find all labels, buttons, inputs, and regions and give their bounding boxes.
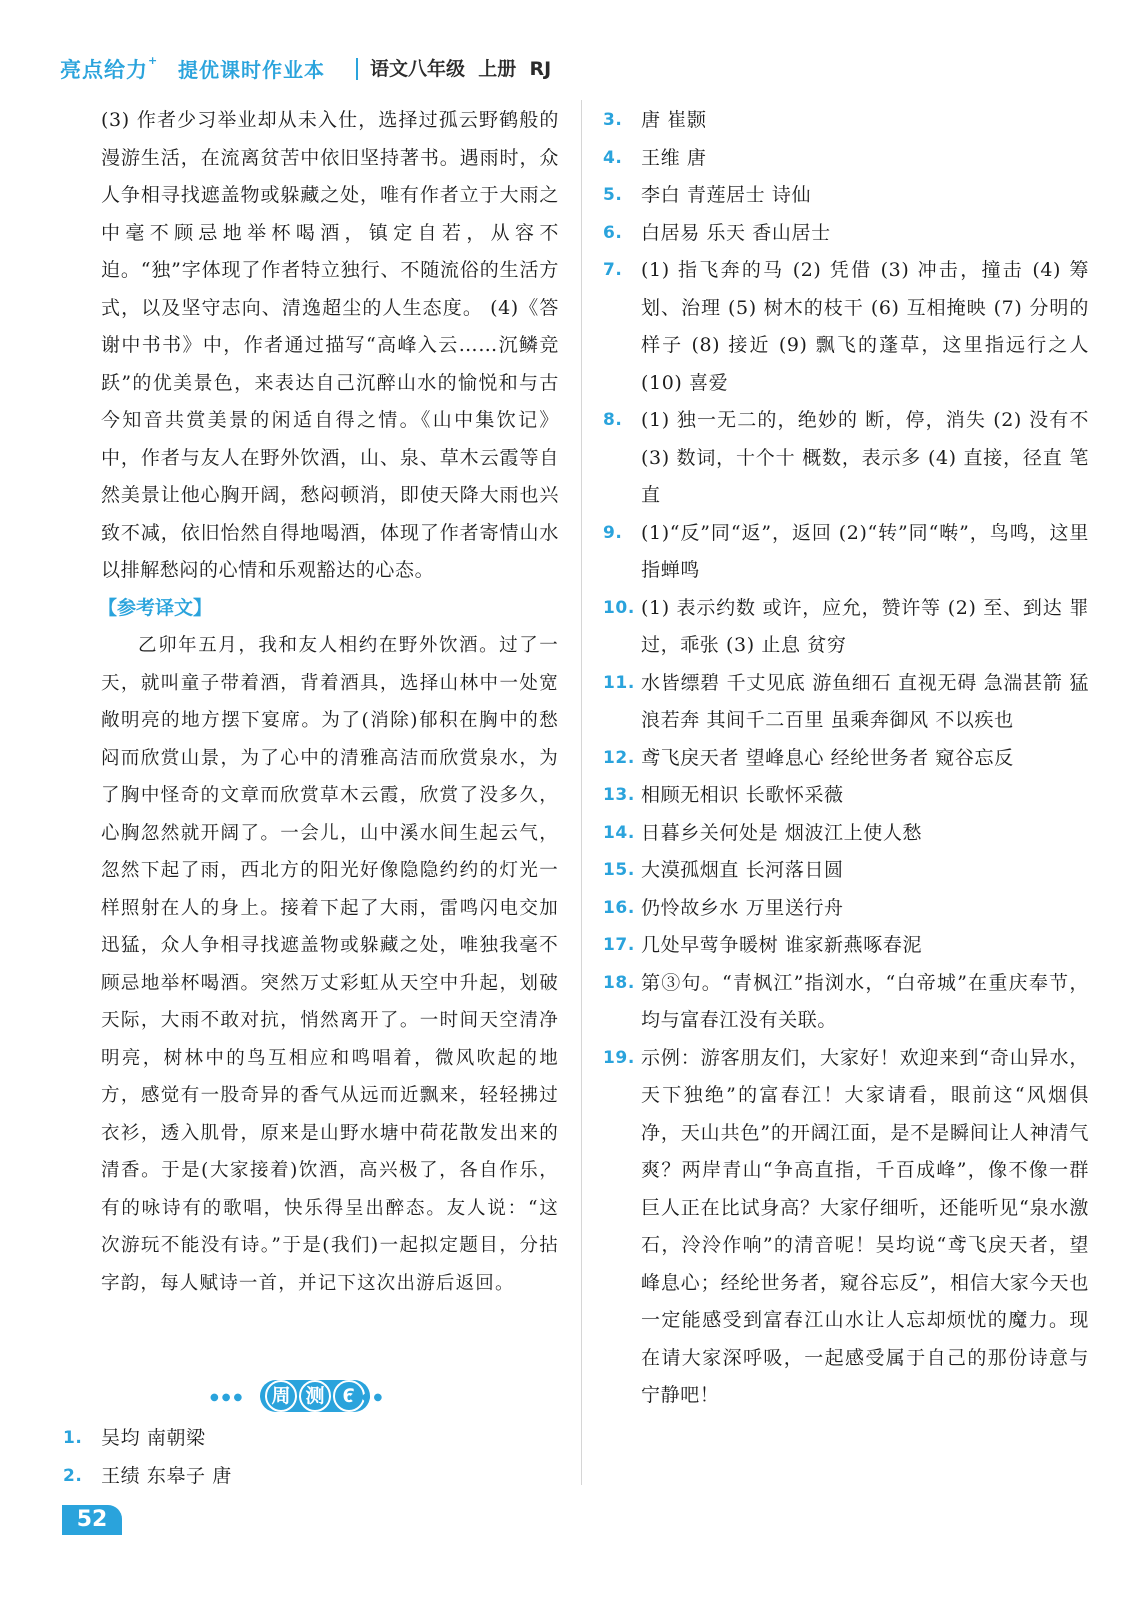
answer-number: 1. [63, 1428, 83, 1448]
answer-item [603, 402, 1089, 515]
answer-number: 10. [603, 597, 635, 618]
brand-logo [60, 54, 158, 84]
answer-number: 8. [603, 410, 623, 430]
answer-text: 白居易 乐天 香山居士 [641, 221, 831, 244]
answer-text: 相顾无相识 长歌怀采薇 [641, 784, 844, 806]
answer-text: 仍怜故乡水 万里送行舟 [641, 896, 844, 919]
answer-item [603, 777, 1089, 815]
answer-item [63, 1420, 563, 1458]
decor-dots-left: ●●● [210, 1392, 246, 1403]
badge-char: 6 [333, 1380, 365, 1412]
answer-text: 第③句。“青枫江”指浏水，“白帝城”在重庆奉节，均与富春江没有关联。 [641, 971, 1089, 1031]
page-number: 52 [62, 1505, 122, 1535]
answer-number: 12. [603, 747, 635, 768]
answer-item [603, 740, 1089, 778]
answer-item [603, 177, 1089, 215]
answer-number: 4. [603, 147, 623, 168]
answer-item [603, 927, 1089, 965]
answer-text: 大漠孤烟直 长河落日圆 [641, 859, 844, 881]
answer-text: 吴均 南朝梁 [101, 1427, 206, 1449]
right-column [603, 102, 1089, 1415]
answer-item [603, 515, 1089, 590]
brand-text: 亮点给力 [60, 58, 148, 82]
decor-dots-right: ●●● [350, 1392, 386, 1403]
answer-number: 2. [63, 1465, 83, 1486]
weekly-test-title [210, 1380, 410, 1414]
answer-text: 示例：游客朋友们，大家好！欢迎来到“奇山异水，天下独绝”的富春江！大家请看，眼前这“风烟俱净，天山共色”的开阔江面，是不是瞬间让人神清气爽？两岸青山“争高直指，千百成峰”，像不像一群巨人正在比试身高？大家仔细听，还能听见“泉水激石，泠泠作响”的清音呢！吴均说“鸢飞戾天者，望峰息心；经纶世务者，窥谷忘反”，相信大家今天也一定能感受到富春江山水让人忘却烦忧的魔力。现在请大家深呼吸，一起感受属于自己的那份诗意与宁静吧！ [641, 1046, 1089, 1406]
answer-item [603, 890, 1089, 928]
answer-number: 18. [603, 972, 635, 993]
answer-item [603, 852, 1089, 890]
answer-number: 5. [603, 185, 623, 205]
answer-number: 19. [603, 1047, 635, 1068]
answer-text: (1) 独一无二的，绝妙的 断，停，消失 (2) 没有不 (3) 数词，十个十 概数，表示多 (4) 直接，径直 笔直 [641, 409, 1089, 506]
badge-char: 周 [265, 1380, 297, 1412]
answer-number: 13. [603, 785, 635, 805]
book-subtitle: 提优课时作业本 [178, 58, 325, 82]
answer-text: (1) 指飞奔的马 (2) 凭借 (3) 冲击，撞击 (4) 筹划、治理 (5) 树木的枝干 (6) 互相掩映 (7) 分明的样子 (8) 接近 (9) 飘飞的蓬草，这里指远行之人 (10) 喜爱 [641, 259, 1089, 394]
answer-item [603, 665, 1089, 740]
answer-item [603, 815, 1089, 853]
answer-number: 15. [603, 860, 635, 880]
answer-number: 11. [603, 672, 635, 693]
answer-item [603, 140, 1089, 178]
translation-paragraph: 乙卯年五月，我和友人相约在野外饮酒。过了一天，就叫童子带着酒，背着酒具，选择山林中一处宽敞明亮的地方摆下宴席。为了(消除)郁积在胸中的愁闷而欣赏山景，为了心中的清雅高洁而欣赏泉水，为了胸中怪奇的文章而欣赏草木云霞，欣赏了没多久，心胸忽然就开阔了。一会儿，山中溪水间生起云气，忽然下起了雨，西北方的阳光好像隐隐约约的灯光一样照射在人的身上。接着下起了大雨，雷鸣闪电交加迅猛，众人争相寻找遮盖物或躲藏之处，唯独我毫不顾忌地举杯喝酒。突然万丈彩虹从天空中升起，划破天际，大雨不敢对抗，悄然离开了。一时间天空清净明亮，树林中的鸟互相应和鸣唱着，微风吹起的地方，感觉有一股奇异的香气从远而近飘来，轻轻拂过衣衫，透入肌骨，原来是山野水塘中荷花散发出来的清香。于是(大家接着)饮酒，高兴极了，各自作乐，有的咏诗有的歌唱，快乐得呈出醉态。友人说：“这次游玩不能没有诗。”于是(我们)一起拟定题目，分拈字韵，每人赋诗一首，并记下这次出游后返回。 [101, 635, 559, 1294]
answer-number: 7. [603, 260, 623, 280]
answer-text: 王维 唐 [641, 146, 707, 169]
answer-text: (1)“反”同“返”，返回 (2)“转”同“啭”，鸟鸣，这里指蝉鸣 [641, 521, 1089, 581]
answer-number: 17. [603, 935, 635, 955]
brand-sup: + [148, 54, 159, 67]
translation-heading: 【参考译文】 [98, 596, 213, 619]
answer-item [603, 215, 1089, 253]
answer-text: 鸢飞戾天者 望峰息心 经纶世务者 窥谷忘反 [641, 746, 1014, 769]
header-divider [356, 58, 358, 80]
answer-text: 水皆缥碧 千丈见底 游鱼细石 直视无碍 急湍甚箭 猛浪若奔 其间千二百里 虽乘奔御风 不以疾也 [641, 671, 1089, 731]
answer-text: 唐 崔颢 [641, 109, 707, 131]
answer-item [603, 102, 1089, 140]
answer-number: 3. [603, 110, 623, 130]
answer-text: 王绩 东皋子 唐 [101, 1464, 232, 1487]
left-answer-list [63, 1420, 563, 1495]
answer-item [603, 1040, 1089, 1415]
answer-text: 李白 青莲居士 诗仙 [641, 184, 812, 206]
badge-char: 测 [299, 1380, 331, 1412]
answer-text: 日暮乡关何处是 烟波江上使人愁 [641, 821, 923, 844]
answer-item [603, 252, 1089, 402]
answer-item [603, 590, 1089, 665]
grade-label: 语文八年级 上册 RJ [370, 58, 552, 80]
answer-text: (1) 表示约数 或许，应允，赞许等 (2) 至、到达 罪过，乖张 (3) 止息 贫穷 [641, 596, 1089, 656]
page-header [60, 50, 680, 90]
answer-item [63, 1458, 563, 1496]
answer-number: 6. [603, 222, 623, 243]
analysis-paragraph: (3) 作者少习举业却从未入仕，选择过孤云野鹤般的漫游生活，在流离贫苦中依旧坚持著书。遇雨时，众人争相寻找遮盖物或躲藏之处，唯有作者立于大雨之中毫不顾忌地举杯喝酒，镇定自若，从容不迫。“独”字体现了作者特立独行、不随流俗的生活方式，以及坚守志向、清逸超尘的人生态度。 (4)《答谢中书书》中，作者通过描写“高峰入云……沉鳞竞跃”的优美景色，来表达自己沉醉山水的愉悦和与古今知音共赏美景的闲适自得之情。《山中集饮记》中，作者与友人在野外饮酒，山、泉、草木云霞等自然美景让他心胸开阔，愁闷顿消，即使天降大雨也兴致不减，依旧怡然自得地喝酒，体现了作者寄情山水以排解愁闷的心情和乐观豁达的心态。 [101, 109, 559, 581]
answer-number: 16. [603, 897, 635, 918]
answer-number: 9. [603, 522, 623, 543]
column-divider [581, 100, 582, 1485]
left-column [98, 102, 559, 1302]
answer-number: 14. [603, 822, 635, 843]
answer-item [603, 965, 1089, 1040]
answer-text: 几处早莺争暖树 谁家新燕啄春泥 [641, 934, 923, 956]
